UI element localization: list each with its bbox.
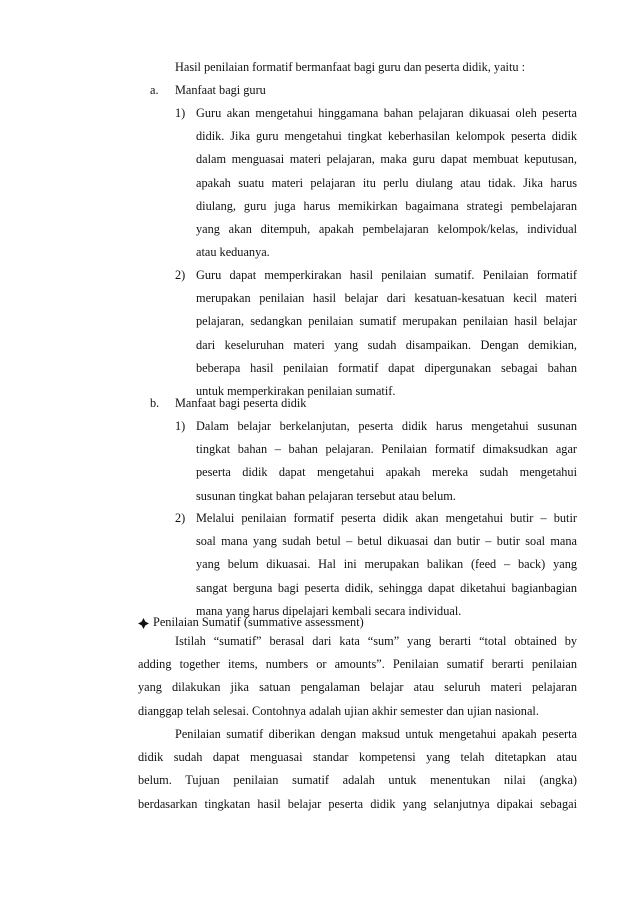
text-line: pelajaran, sedangkan penilaian sumatif merupakan penilaian hasil belajar — [196, 314, 577, 329]
text-line: didik sudah dapat menguasai standar kompetensi yang telah ditetapkan atau — [138, 750, 577, 765]
section-a-title: Manfaat bagi guru — [175, 83, 266, 97]
text-line: adding together items, numbers or amounts”. Penilaian sumatif berarti penilaian — [138, 657, 577, 672]
text-line: untuk memperkirakan penilaian sumatif. — [196, 384, 396, 399]
text-line: Guru dapat memperkirakan hasil penilaian sumatif. Penilaian formatif — [196, 268, 577, 282]
text-line: Istilah “sumatif” berasal dari kata “sum” yang berarti “total obtained by — [175, 634, 577, 648]
text-line: atau keduanya. — [196, 245, 270, 260]
text-line: belum. Tujuan penilaian sumatif adalah untuk menentukan nilai (angka) — [138, 773, 577, 788]
text-line: yang akan ditempuh, apakah pembelajaran kelompok/kelas, individual — [196, 222, 577, 237]
item-a1-marker: 1) — [175, 106, 186, 120]
item-b2-marker: 2) — [175, 511, 186, 525]
text-line: berdasarkan tingkatan hasil belajar peserta didik yang selanjutnya dipakai sebagai — [138, 796, 577, 811]
text-line: dianggap telah selesai. Contohnya adalah ujian akhir semester dan ujian nasional. — [138, 703, 539, 718]
text-line: sangat berguna bagi peserta didik, sehingga dapat diketahui bagianbagian — [196, 580, 577, 595]
section-b-title: Manfaat bagi peserta didik — [175, 396, 307, 410]
text-line: diulang, guru juga harus memikirkan bagaimana strategi pembelajaran — [196, 198, 577, 213]
text-line: beberapa hasil penilaian formatif dapat dipergunakan sebagai bahan — [196, 360, 577, 375]
text-line: didik. Jika guru mengetahui tingkat keberhasilan kelompok peserta didik — [196, 129, 577, 144]
item-a2-text — [196, 264, 577, 403]
text-line: soal mana yang sudah betul – betul dikuasai dan butir – butir soal mana — [196, 534, 577, 549]
section-a-marker: a. — [150, 83, 159, 97]
item-b1-text — [196, 415, 577, 508]
text-line: dari keseluruhan materi yang sudah disampaikan. Dengan demikian, — [196, 337, 577, 352]
sumatif-paragraph-2 — [138, 723, 577, 816]
text-line: susunan tingkat bahan pelajaran tersebut atau belum. — [196, 488, 456, 503]
item-a2-marker: 2) — [175, 268, 186, 282]
text-line: apakah suatu materi pelajaran itu perlu diulang atau tidak. Jika harus — [196, 175, 577, 190]
section-b-marker: b. — [150, 396, 160, 410]
item-b2-text — [196, 507, 577, 623]
sumatif-paragraph-1 — [138, 630, 577, 723]
text-line: Guru akan mengetahui hinggamana bahan pelajaran dikuasai oleh peserta — [196, 106, 577, 120]
text-line: yang belum dikuasai. Hal ini merupakan balikan (feed – back) yang — [196, 557, 577, 572]
text-line: yang dilakukan jika satuan pengalaman belajar atau seluruh materi pelajaran — [138, 680, 577, 695]
text-line: Penilaian sumatif diberikan dengan maksud untuk mengetahui apakah peserta — [175, 727, 577, 741]
item-a1-text — [196, 102, 577, 264]
text-line: peserta didik dapat mengetahui apakah mereka sudah mengetahui — [196, 465, 577, 480]
diamond-bullet-icon — [138, 618, 149, 629]
text-line: Dalam belajar berkelanjutan, peserta didik harus mengetahui susunan — [196, 419, 577, 433]
text-line: Melalui penilaian formatif peserta didik akan mengetahui butir – butir — [196, 511, 577, 525]
text-line: dalam menguasai materi pelajaran, maka guru dapat membuat keputusan, — [196, 152, 577, 167]
sumatif-heading: Penilaian Sumatif (summative assessment) — [153, 615, 364, 629]
text-line: tingkat bahan – bahan pelajaran. Penilaian formatif dimaksudkan agar — [196, 442, 577, 457]
intro-text: Hasil penilaian formatif bermanfaat bagi guru dan peserta didik, yaitu : — [175, 60, 525, 74]
text-line: merupakan penilaian hasil belajar dari kesatuan-kesatuan kecil materi — [196, 291, 577, 306]
item-b1-marker: 1) — [175, 419, 186, 433]
text-line: mana yang harus dipelajari kembali secara individual. — [196, 603, 462, 618]
